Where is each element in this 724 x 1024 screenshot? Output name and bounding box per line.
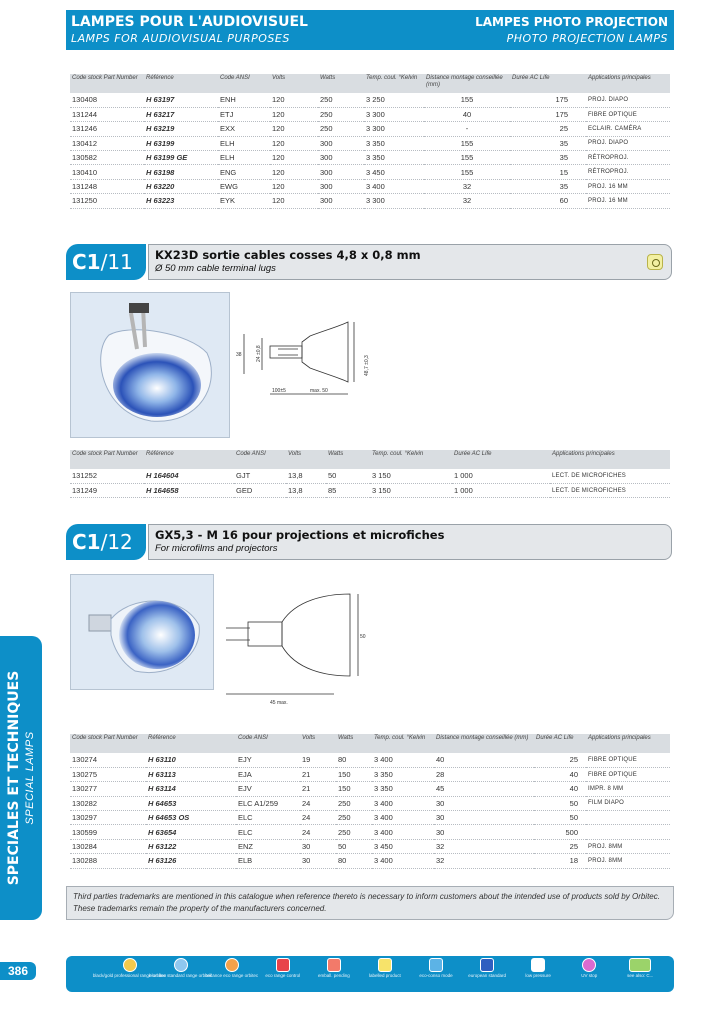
- table-row: [70, 825, 670, 839]
- table-row: [70, 469, 670, 483]
- legend-label: see also: C...: [627, 973, 654, 978]
- cell: 3 150: [370, 483, 452, 497]
- cell: 50: [534, 811, 586, 825]
- section-code: [66, 244, 146, 280]
- table-header-row: [70, 74, 670, 93]
- section-code-sub: /11: [100, 250, 133, 274]
- labelled-product-icon: [378, 958, 392, 972]
- cell: H 63199 GE: [144, 151, 218, 165]
- dimension-label: 50: [360, 634, 366, 640]
- dichroic-reflector-icon: [647, 254, 663, 270]
- dimension-label: 38: [236, 352, 242, 358]
- table-row: [70, 107, 670, 121]
- cell: EJA: [236, 767, 300, 781]
- header-subtitle-fr: LAMPES PHOTO PROJECTION: [475, 15, 668, 29]
- cell: 80: [336, 753, 372, 767]
- cell: 25: [510, 122, 586, 136]
- legend-item: [205, 958, 259, 978]
- low-pressure-icon: [531, 958, 545, 972]
- table-row: [70, 93, 670, 107]
- cell: 35: [510, 179, 586, 193]
- cell: 32: [434, 854, 534, 868]
- cell: EWG: [218, 179, 270, 193]
- technical-drawing-gx53: [226, 590, 372, 710]
- cell: 131249: [70, 483, 144, 497]
- legend-item: [465, 958, 509, 978]
- cell: H 63199: [144, 136, 218, 150]
- cell: RÉTROPROJ.: [586, 165, 670, 179]
- lamp-table-3: [70, 734, 670, 869]
- legend-item: [149, 958, 213, 978]
- cell: 24: [300, 825, 336, 839]
- cell: 19: [300, 753, 336, 767]
- cell: 3 300: [364, 122, 424, 136]
- cell: 3 400: [372, 811, 434, 825]
- cell: 30: [434, 811, 534, 825]
- col-header: Volts: [286, 450, 326, 469]
- cell: PROJ. DIAPO: [586, 93, 670, 107]
- legend-item: [363, 958, 407, 978]
- col-header: Temp. coul. °Kelvin: [370, 450, 452, 469]
- cell: 300: [318, 194, 364, 208]
- legend-label: black/gold professional range orbitec: [92, 973, 167, 978]
- cell: -: [424, 122, 510, 136]
- cell: 120: [270, 151, 318, 165]
- cell: LECT. DE MICROFICHES: [550, 469, 670, 483]
- cell: 120: [270, 179, 318, 193]
- lamp-table-2: [70, 450, 670, 498]
- cell: H 63110: [146, 753, 236, 767]
- cell: H 63219: [144, 122, 218, 136]
- col-header: Durée AC Life: [452, 450, 550, 469]
- cell: 150: [336, 767, 372, 781]
- cell: 24: [300, 796, 336, 810]
- cell: 175: [510, 93, 586, 107]
- cell: 21: [300, 782, 336, 796]
- cell: 25: [534, 839, 586, 853]
- cell: H 164658: [144, 483, 234, 497]
- cell: PROJ. 8MM: [586, 839, 670, 853]
- cell: H 64653 OS: [146, 811, 236, 825]
- col-header: Durée AC Life: [510, 74, 586, 93]
- page-number: 386: [0, 962, 36, 980]
- legend-label: emball. pending: [317, 973, 350, 978]
- cell: 40: [534, 782, 586, 796]
- lamp-photo-gx53: [70, 574, 214, 690]
- cell: H 63220: [144, 179, 218, 193]
- table-row: [70, 122, 670, 136]
- cell: 130277: [70, 782, 146, 796]
- section-title-bar: [148, 524, 672, 560]
- cell: 3 350: [364, 151, 424, 165]
- cell: 50: [336, 839, 372, 853]
- header-title-fr: LAMPES POUR L'AUDIOVISUEL: [71, 14, 308, 30]
- cell: 150: [336, 782, 372, 796]
- section-subtitle: Ø 50 mm cable terminal lugs: [155, 263, 276, 274]
- lamp-photo-kx23d: [70, 292, 230, 438]
- cell: GED: [234, 483, 286, 497]
- cell: 3 400: [372, 854, 434, 868]
- section-code: [66, 524, 146, 560]
- cell: 3 300: [364, 107, 424, 121]
- table-row: [70, 165, 670, 179]
- cell: IMPR. 8 MM: [586, 782, 670, 796]
- cell: 18: [534, 854, 586, 868]
- col-header: Volts: [300, 734, 336, 753]
- cell: ENZ: [236, 839, 300, 853]
- lamp-image: [71, 575, 214, 690]
- cell: H 63217: [144, 107, 218, 121]
- cell: 250: [336, 825, 372, 839]
- cell: ELH: [218, 136, 270, 150]
- table-row: [70, 151, 670, 165]
- col-header: Code ANSI: [236, 734, 300, 753]
- cell: 3 450: [372, 839, 434, 853]
- cell: H 63114: [146, 782, 236, 796]
- col-header: Code stock Part Number: [70, 74, 144, 93]
- cell: 13,8: [286, 483, 326, 497]
- cell: 155: [424, 165, 510, 179]
- uv-stop-icon: [582, 958, 596, 972]
- dimension-label: max. 50: [310, 388, 328, 394]
- cell: 40: [424, 107, 510, 121]
- cell: 21: [300, 767, 336, 781]
- cell: FILM DIAPO: [586, 796, 670, 810]
- legend-item: [261, 958, 305, 978]
- pending-icon: [327, 958, 341, 972]
- cell: PROJ. 8MM: [586, 854, 670, 868]
- cell: 250: [336, 811, 372, 825]
- cell: 50: [534, 796, 586, 810]
- section-title-bar: [148, 244, 672, 280]
- cell: 3 150: [370, 469, 452, 483]
- cell: FIBRE OPTIQUE: [586, 753, 670, 767]
- col-header: Applications principales: [586, 74, 670, 93]
- dimension-label: 48,7 ±0,3: [364, 355, 370, 376]
- col-header: Référence: [144, 450, 234, 469]
- cell: 35: [510, 136, 586, 150]
- cell: ELB: [236, 854, 300, 868]
- side-tab-title-fr: SPECIALES ET TECHNIQUES: [6, 670, 22, 886]
- col-header: Code stock Part Number: [70, 734, 146, 753]
- legend-label: eco-conso mode: [419, 973, 453, 978]
- cell: 40: [534, 767, 586, 781]
- table-header-row: [70, 450, 670, 469]
- cell: 300: [318, 136, 364, 150]
- col-header: Applications principales: [586, 734, 670, 753]
- cell: 300: [318, 179, 364, 193]
- section-subtitle: For microfilms and projectors: [155, 543, 278, 554]
- legend-label: labelled product: [369, 973, 401, 978]
- cell: 120: [270, 136, 318, 150]
- cell: 85: [326, 483, 370, 497]
- table-row: [70, 811, 670, 825]
- cell: 130297: [70, 811, 146, 825]
- cell: 3 400: [372, 796, 434, 810]
- legend-label: brillance eco range orbitec: [205, 973, 259, 978]
- cell: H 63126: [146, 854, 236, 868]
- legend-label: blue line standard range orbitec: [149, 973, 213, 978]
- cell: 3 300: [364, 194, 424, 208]
- col-header: Code ANSI: [218, 74, 270, 93]
- eco-control-icon: [276, 958, 290, 972]
- legend-item: [516, 958, 560, 978]
- cell: 80: [336, 854, 372, 868]
- col-header: Distance montage conseillée (mm): [424, 74, 510, 93]
- dimension-label: 45 max.: [270, 700, 288, 706]
- footer-legend: [66, 956, 674, 992]
- cell: ELC A1/259: [236, 796, 300, 810]
- col-header: Temp. coul. °Kelvin: [372, 734, 434, 753]
- cell: 130412: [70, 136, 144, 150]
- side-category-tab: [0, 636, 42, 920]
- page-header: [66, 10, 674, 50]
- cell: 250: [318, 107, 364, 121]
- cell: FIBRE OPTIQUE: [586, 767, 670, 781]
- cell: 15: [510, 165, 586, 179]
- section-c1-12-bar: [66, 524, 674, 560]
- technical-drawing-kx23d: [236, 316, 376, 412]
- legend-label: UV stop: [581, 973, 598, 978]
- table-header-row: [70, 734, 670, 753]
- cell: 120: [270, 107, 318, 121]
- cell: 250: [336, 796, 372, 810]
- cell: 155: [424, 136, 510, 150]
- cell: ECLAIR. CAMÉRA: [586, 122, 670, 136]
- cell: PROJ. DIAPO: [586, 136, 670, 150]
- cell: 32: [424, 194, 510, 208]
- col-header: Applications principales: [550, 450, 670, 469]
- cell: 130274: [70, 753, 146, 767]
- table-row: [70, 767, 670, 781]
- cell: 30: [300, 839, 336, 853]
- cell: RÉTROPROJ.: [586, 151, 670, 165]
- dimension-label: 100±5: [272, 388, 286, 394]
- cell: ELC: [236, 825, 300, 839]
- cell: 30: [434, 796, 534, 810]
- brillance-range-icon: [225, 958, 239, 972]
- table-row: [70, 483, 670, 497]
- cell: 500: [534, 825, 586, 839]
- cell: 130408: [70, 93, 144, 107]
- table-row: [70, 194, 670, 208]
- cell: 3 400: [372, 825, 434, 839]
- cell: 25: [534, 753, 586, 767]
- cell: H 63122: [146, 839, 236, 853]
- table-row: [70, 179, 670, 193]
- cell: [586, 811, 670, 825]
- table-row: [70, 782, 670, 796]
- cell: 13,8: [286, 469, 326, 483]
- trademark-disclaimer: Third parties trademarks are mentioned in this catalogue when reference thereto is necessary to inform customers about the intended use of products sold by Orbitec. These trademarks remain the property of the manufacturers concerned.: [66, 886, 674, 920]
- cell: EYK: [218, 194, 270, 208]
- cell: 3 400: [372, 753, 434, 767]
- cell: 120: [270, 165, 318, 179]
- cell: 45: [434, 782, 534, 796]
- cell: 32: [424, 179, 510, 193]
- section-c1-11-bar: [66, 244, 674, 280]
- cell: 120: [270, 194, 318, 208]
- table-row: [70, 839, 670, 853]
- legend-item: [414, 958, 458, 978]
- cell: LECT. DE MICROFICHES: [550, 483, 670, 497]
- dimension-label: 24 ±0,8: [256, 345, 262, 362]
- header-subtitle-en: PHOTO PROJECTION LAMPS: [506, 32, 668, 45]
- cell: 120: [270, 122, 318, 136]
- cell: H 63223: [144, 194, 218, 208]
- table-row: [70, 753, 670, 767]
- cell: 130288: [70, 854, 146, 868]
- cell: H 63113: [146, 767, 236, 781]
- cell: PROJ. 16 MM: [586, 179, 670, 193]
- cell: 1 000: [452, 483, 550, 497]
- cell: 155: [424, 93, 510, 107]
- cell: 32: [434, 839, 534, 853]
- black-gold-range-icon: [123, 958, 137, 972]
- cell: 131248: [70, 179, 144, 193]
- cell: ENH: [218, 93, 270, 107]
- cell: 60: [510, 194, 586, 208]
- cell: 28: [434, 767, 534, 781]
- table-row: [70, 796, 670, 810]
- col-header: Watts: [318, 74, 364, 93]
- lamp-table-1: [70, 74, 670, 209]
- col-header: Référence: [144, 74, 218, 93]
- legend-label: eco range control: [265, 973, 301, 978]
- col-header: Watts: [326, 450, 370, 469]
- blue-line-range-icon: [174, 958, 188, 972]
- cell: 300: [318, 165, 364, 179]
- section-code-main: C1: [72, 250, 101, 274]
- cell: 24: [300, 811, 336, 825]
- col-header: Temp. coul. °Kelvin: [364, 74, 424, 93]
- cell: 130282: [70, 796, 146, 810]
- cell: 50: [326, 469, 370, 483]
- cell: 130599: [70, 825, 146, 839]
- table-row: [70, 854, 670, 868]
- cell: 120: [270, 93, 318, 107]
- cell: 250: [318, 122, 364, 136]
- cell: PROJ. 16 MM: [586, 194, 670, 208]
- see-also-icon: [629, 958, 651, 972]
- cell: H 164604: [144, 469, 234, 483]
- cell: 130275: [70, 767, 146, 781]
- cell: EJY: [236, 753, 300, 767]
- cell: 3 400: [364, 179, 424, 193]
- col-header: Watts: [336, 734, 372, 753]
- cell: 3 350: [372, 782, 434, 796]
- cell: H 63198: [144, 165, 218, 179]
- cell: 131244: [70, 107, 144, 121]
- cell: 155: [424, 151, 510, 165]
- section-title: KX23D sortie cables cosses 4,8 x 0,8 mm: [155, 248, 421, 262]
- cell: 3 350: [372, 767, 434, 781]
- table-row: [70, 136, 670, 150]
- legend-label: european standard: [468, 973, 506, 978]
- european-standard-icon: [480, 958, 494, 972]
- cell: 130284: [70, 839, 146, 853]
- cell: 131246: [70, 122, 144, 136]
- col-header: Distance montage conseillée (mm): [434, 734, 534, 753]
- col-header: Durée AC Life: [534, 734, 586, 753]
- col-header: Code stock Part Number: [70, 450, 144, 469]
- cell: 35: [510, 151, 586, 165]
- cell: 30: [434, 825, 534, 839]
- section-title: GX5,3 - M 16 pour projections et microfiches: [155, 528, 445, 542]
- cell: 131250: [70, 194, 144, 208]
- cell: FIBRE OPTIQUE: [586, 107, 670, 121]
- cell: 3 450: [364, 165, 424, 179]
- col-header: Code ANSI: [234, 450, 286, 469]
- cell: 3 250: [364, 93, 424, 107]
- cell: 131252: [70, 469, 144, 483]
- legend-item: [618, 958, 662, 978]
- cell: 300: [318, 151, 364, 165]
- cell: ELC: [236, 811, 300, 825]
- cell: 175: [510, 107, 586, 121]
- side-tab-title-en: SPECIAL LAMPS: [24, 731, 36, 825]
- col-header: Volts: [270, 74, 318, 93]
- cell: 1 000: [452, 469, 550, 483]
- header-title-en: LAMPS FOR AUDIOVISUAL PURPOSES: [71, 32, 290, 45]
- cell: 130582: [70, 151, 144, 165]
- cell: [586, 825, 670, 839]
- cell: ETJ: [218, 107, 270, 121]
- legend-item: [312, 958, 356, 978]
- eco-mode-icon: [429, 958, 443, 972]
- section-code-main: C1: [72, 530, 101, 554]
- col-header: Référence: [146, 734, 236, 753]
- cell: 3 350: [364, 136, 424, 150]
- cell: 30: [300, 854, 336, 868]
- legend-label: low pressure: [525, 973, 551, 978]
- cell: H 63197: [144, 93, 218, 107]
- cell: 250: [318, 93, 364, 107]
- cell: H 63654: [146, 825, 236, 839]
- cell: ENG: [218, 165, 270, 179]
- cell: 130410: [70, 165, 144, 179]
- section-code-sub: /12: [100, 530, 133, 554]
- legend-item: [92, 958, 167, 978]
- cell: H 64653: [146, 796, 236, 810]
- cell: GJT: [234, 469, 286, 483]
- cell: EJV: [236, 782, 300, 796]
- cell: 40: [434, 753, 534, 767]
- lamp-image: [71, 293, 230, 438]
- cell: EXX: [218, 122, 270, 136]
- cell: ELH: [218, 151, 270, 165]
- legend-item: [567, 958, 611, 978]
